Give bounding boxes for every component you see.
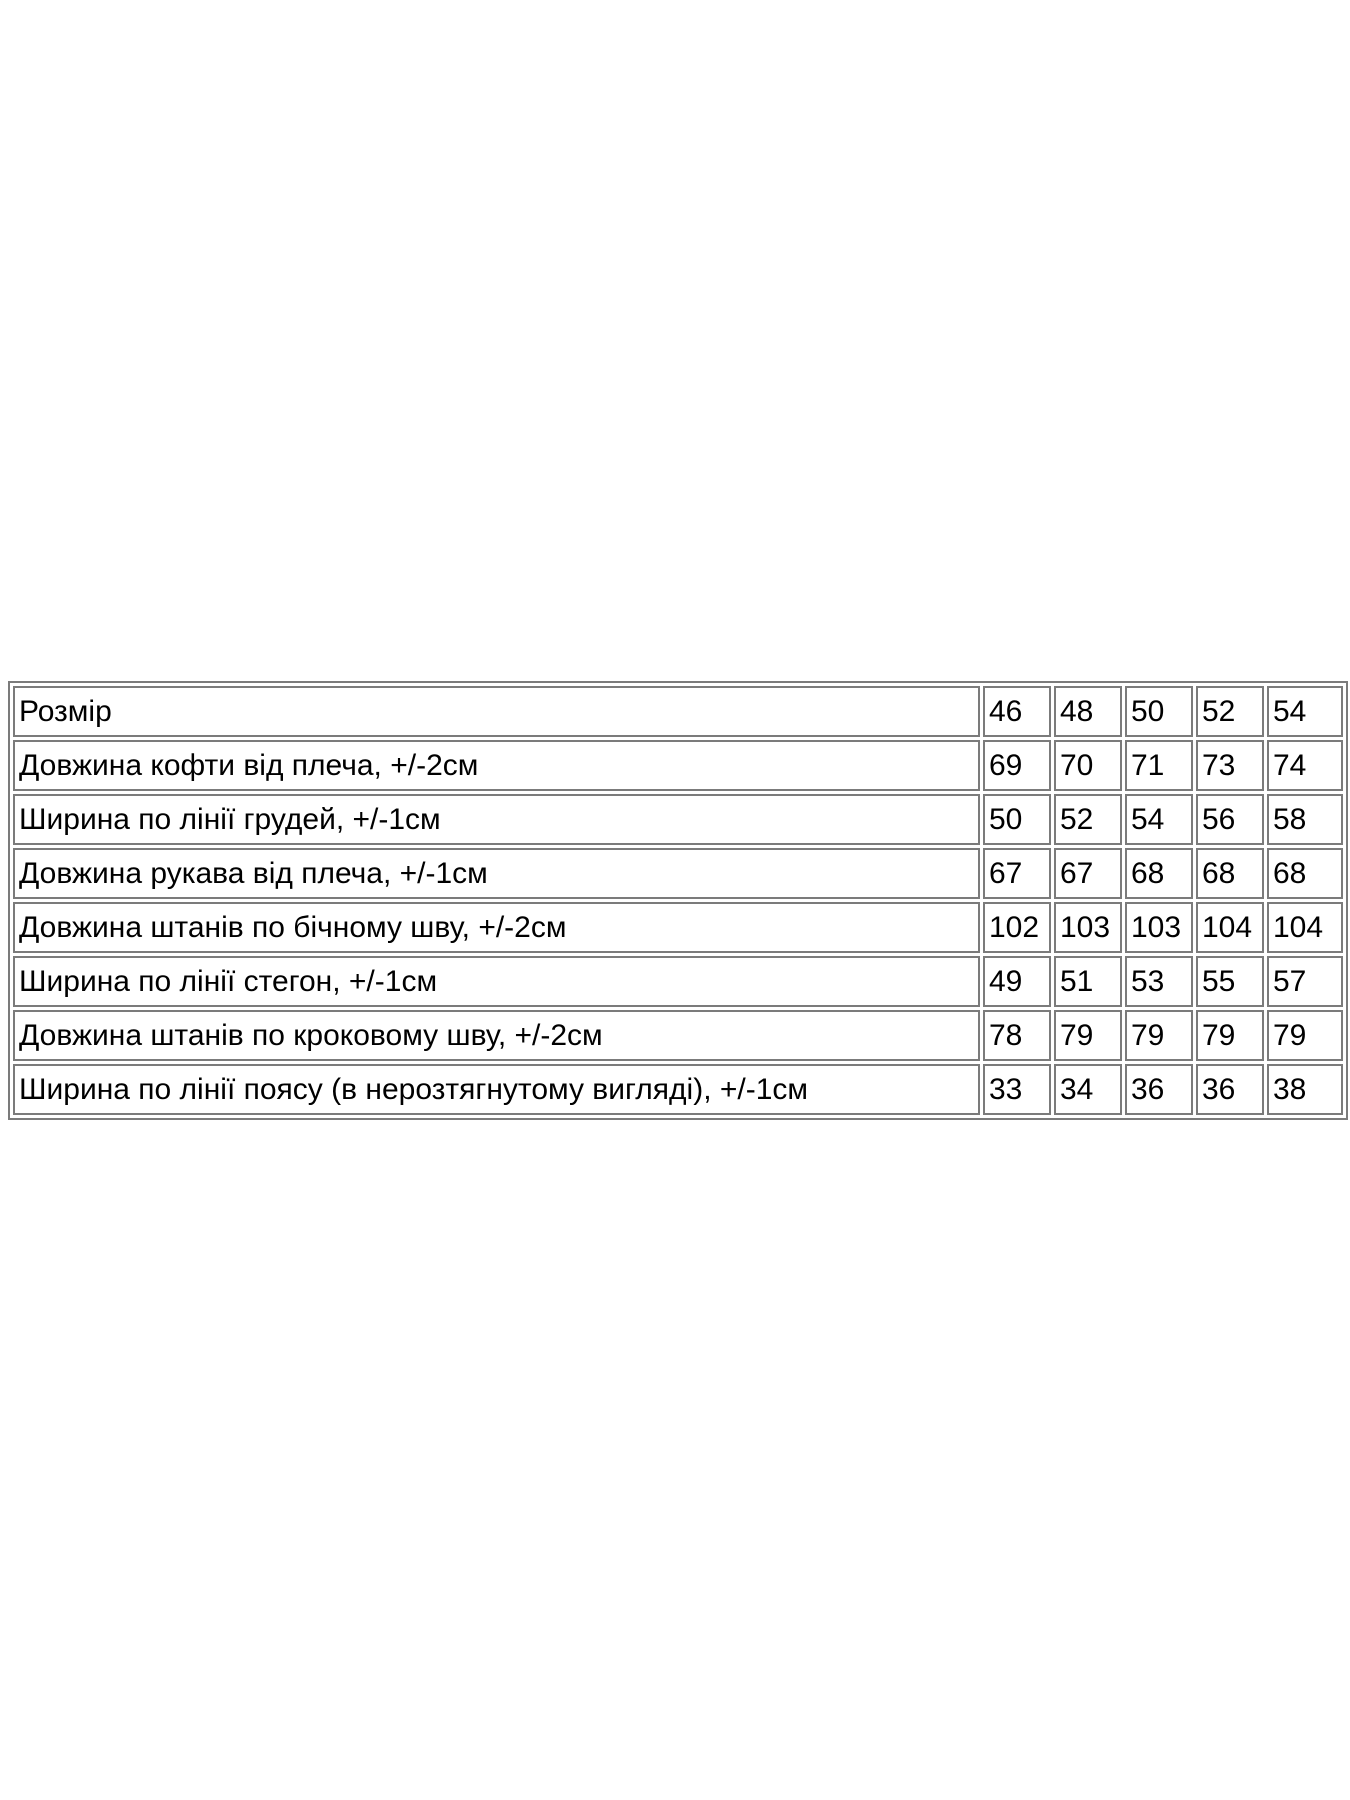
table-row: [13, 740, 1343, 791]
size-value-cell: 36: [1196, 1064, 1264, 1115]
table-row: [13, 956, 1343, 1007]
row-label-cell: Довжина штанів по бічному шву, +/-2см: [13, 902, 980, 953]
row-label-cell: Довжина штанів по кроковому шву, +/-2см: [13, 1010, 980, 1061]
size-value-cell: 74: [1267, 740, 1343, 791]
size-value-cell: 79: [1125, 1010, 1193, 1061]
size-value-cell: 68: [1125, 848, 1193, 899]
size-value-cell: 73: [1196, 740, 1264, 791]
size-value-cell: 67: [983, 848, 1051, 899]
size-chart-table: [8, 681, 1348, 1120]
size-value-cell: 102: [983, 902, 1051, 953]
size-value-cell: 46: [983, 686, 1051, 737]
size-value-cell: 53: [1125, 956, 1193, 1007]
size-value-cell: 79: [1196, 1010, 1264, 1061]
size-value-cell: 68: [1267, 848, 1343, 899]
size-value-cell: 49: [983, 956, 1051, 1007]
size-value-cell: 34: [1054, 1064, 1122, 1115]
size-chart-table-body: [13, 686, 1343, 1115]
size-value-cell: 57: [1267, 956, 1343, 1007]
row-label-cell: Ширина по лінії поясу (в нерозтягнутому вигляді), +/-1см: [13, 1064, 980, 1115]
size-value-cell: 38: [1267, 1064, 1343, 1115]
table-row: [13, 686, 1343, 737]
size-value-cell: 52: [1054, 794, 1122, 845]
row-label-cell: Довжина рукава від плеча, +/-1см: [13, 848, 980, 899]
size-value-cell: 58: [1267, 794, 1343, 845]
size-value-cell: 70: [1054, 740, 1122, 791]
size-value-cell: 54: [1267, 686, 1343, 737]
size-value-cell: 79: [1054, 1010, 1122, 1061]
size-value-cell: 50: [983, 794, 1051, 845]
size-value-cell: 33: [983, 1064, 1051, 1115]
size-value-cell: 104: [1267, 902, 1343, 953]
size-value-cell: 48: [1054, 686, 1122, 737]
table-row: [13, 848, 1343, 899]
size-value-cell: 51: [1054, 956, 1122, 1007]
size-value-cell: 78: [983, 1010, 1051, 1061]
size-value-cell: 79: [1267, 1010, 1343, 1061]
size-value-cell: 71: [1125, 740, 1193, 791]
row-label-cell: Ширина по лінії стегон, +/-1см: [13, 956, 980, 1007]
size-value-cell: 55: [1196, 956, 1264, 1007]
table-row: [13, 794, 1343, 845]
size-value-cell: 104: [1196, 902, 1264, 953]
table-row: [13, 902, 1343, 953]
size-value-cell: 103: [1054, 902, 1122, 953]
size-value-cell: 68: [1196, 848, 1264, 899]
size-value-cell: 54: [1125, 794, 1193, 845]
row-label-cell: Ширина по лінії грудей, +/-1см: [13, 794, 980, 845]
size-value-cell: 103: [1125, 902, 1193, 953]
table-row: [13, 1064, 1343, 1115]
size-value-cell: 50: [1125, 686, 1193, 737]
size-value-cell: 52: [1196, 686, 1264, 737]
size-value-cell: 67: [1054, 848, 1122, 899]
size-value-cell: 36: [1125, 1064, 1193, 1115]
row-label-cell: Розмір: [13, 686, 980, 737]
size-value-cell: 69: [983, 740, 1051, 791]
table-row: [13, 1010, 1343, 1061]
size-value-cell: 56: [1196, 794, 1264, 845]
row-label-cell: Довжина кофти від плеча, +/-2см: [13, 740, 980, 791]
